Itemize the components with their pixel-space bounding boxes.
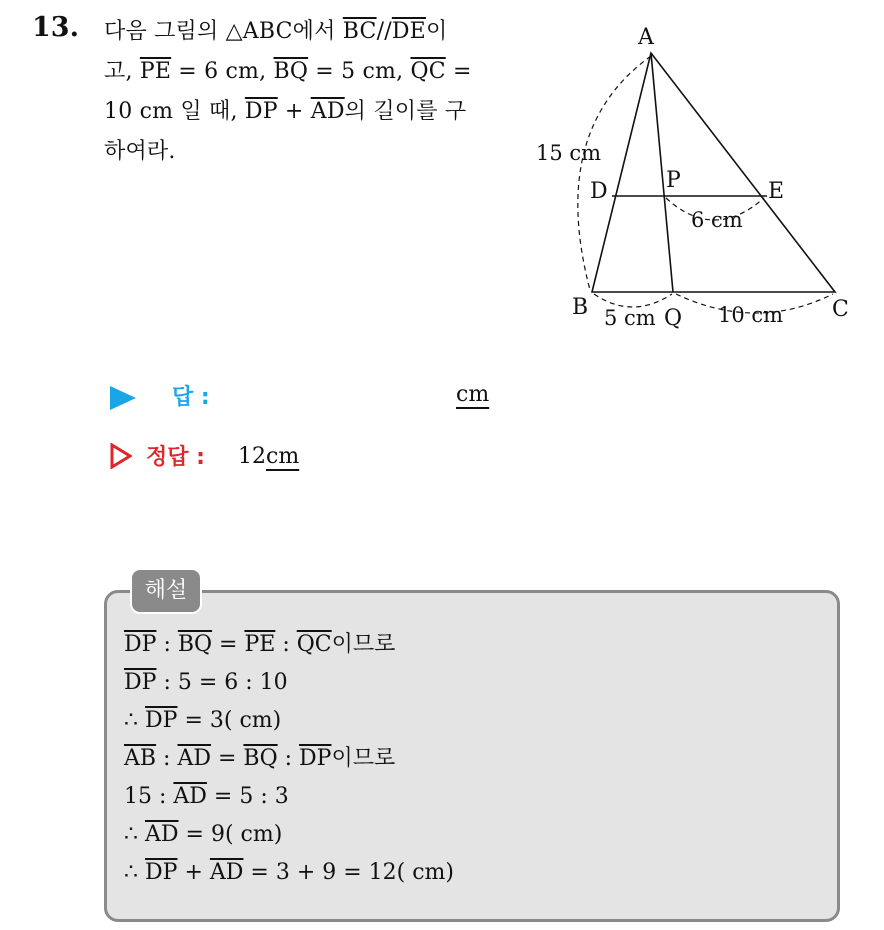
label-b: B — [572, 295, 589, 320]
solution-line-3 — [124, 702, 454, 740]
text: : — [277, 746, 300, 771]
label-d: D — [590, 179, 608, 204]
label-p: P — [666, 168, 681, 193]
correct-answer-value — [238, 444, 299, 469]
unit: cm — [266, 444, 300, 469]
question-line-3 — [104, 92, 509, 132]
solution-line-4 — [124, 740, 454, 778]
text: 이므로 — [331, 632, 396, 657]
triangle-abc-shape — [592, 53, 835, 292]
seg: $\overline{BQ}$ — [243, 746, 278, 771]
solution-line-5 — [124, 778, 454, 816]
label-e: E — [768, 179, 785, 204]
seg: $\overline{DP}$ — [145, 860, 178, 885]
text: = — [211, 746, 244, 771]
solution-line-2 — [124, 664, 454, 702]
question-line-4: 하여라. — [104, 139, 176, 164]
question-text — [104, 12, 509, 172]
arc-ab — [578, 56, 651, 290]
seg: $\overline{AD}$ — [173, 784, 207, 809]
text: : 5 = 6 : 10 — [156, 670, 288, 695]
seg: $\overline{DP}$ — [124, 670, 157, 695]
outline-arrow-icon — [110, 443, 132, 469]
seg: $\overline{DP}$ — [145, 708, 178, 733]
segment-de: $\overline{DE}$ — [391, 19, 426, 44]
seg: $\overline{AD}$ — [145, 822, 179, 847]
answer-label: 답 : — [172, 385, 210, 410]
solution-line-7 — [124, 854, 454, 892]
text: 15 : — [124, 784, 174, 809]
seg: $\overline{DP}$ — [124, 632, 157, 657]
text: + — [277, 99, 311, 124]
label-a: A — [638, 25, 654, 50]
parallel-symbol: // — [376, 19, 392, 44]
question-line-1 — [104, 12, 509, 52]
text: 이므로 — [331, 746, 396, 771]
text: + — [177, 860, 210, 885]
value: 12 — [238, 444, 266, 469]
text: = 9( cm) — [178, 822, 283, 847]
measure-pe: 6 cm — [691, 208, 743, 232]
solution-lines — [124, 626, 454, 892]
therefore: ∴ — [124, 708, 145, 733]
label-c: C — [832, 297, 849, 322]
text: 의 길이를 구 — [344, 99, 467, 124]
segment-dp: $\overline{DP}$ — [244, 99, 278, 124]
seg: $\overline{PE}$ — [244, 632, 276, 657]
text: = 6 cm, — [171, 59, 274, 84]
play-arrow-icon — [110, 386, 136, 410]
segment-bq: $\overline{BQ}$ — [273, 59, 309, 84]
correct-answer-label: 정답 : — [146, 445, 205, 470]
seg: $\overline{AB}$ — [124, 746, 157, 771]
text: 에서 — [292, 19, 343, 44]
text: : — [156, 632, 178, 657]
therefore: ∴ — [124, 860, 145, 885]
answer-unit[interactable]: cm — [456, 382, 490, 407]
triangle-figure — [520, 20, 860, 340]
text: = — [445, 59, 472, 84]
segment-ad: $\overline{AD}$ — [310, 99, 345, 124]
segment-pe: $\overline{PE}$ — [139, 59, 172, 84]
text: = 5 cm, — [308, 59, 411, 84]
correct-answer-row — [110, 440, 510, 476]
triangle-diagram — [520, 20, 860, 340]
text: : — [156, 746, 178, 771]
answer-row — [110, 380, 510, 416]
solution-tag: 해설 — [130, 568, 202, 614]
text: : — [275, 632, 297, 657]
text: 이 — [425, 19, 448, 44]
seg: $\overline{AD}$ — [177, 746, 211, 771]
question-line-2 — [104, 52, 509, 92]
seg: $\overline{DP}$ — [299, 746, 332, 771]
seg: $\overline{BQ}$ — [177, 632, 213, 657]
text: = 3( cm) — [177, 708, 282, 733]
text: 고, — [104, 59, 140, 84]
segment-bc: $\overline{BC}$ — [342, 19, 377, 44]
text: = 5 : 3 — [206, 784, 289, 809]
measure-ab: 15 cm — [536, 141, 602, 165]
measure-qc: 10 cm — [718, 303, 784, 327]
text: = 3 + 9 = 12( cm) — [243, 860, 454, 885]
label-q: Q — [664, 306, 683, 331]
text: 10 cm 일 때, — [104, 99, 245, 124]
solution-line-1 — [124, 626, 454, 664]
seg: $\overline{AD}$ — [209, 860, 244, 885]
seg: $\overline{QC}$ — [296, 632, 332, 657]
triangle-abc: △ABC — [225, 19, 293, 44]
therefore: ∴ — [124, 822, 145, 847]
measure-bq: 5 cm — [604, 306, 656, 330]
question-number: 13. — [32, 12, 79, 43]
solution-line-6 — [124, 816, 454, 854]
text: 다음 그림의 — [104, 19, 226, 44]
text: = — [212, 632, 245, 657]
segment-qc: $\overline{QC}$ — [410, 59, 446, 84]
